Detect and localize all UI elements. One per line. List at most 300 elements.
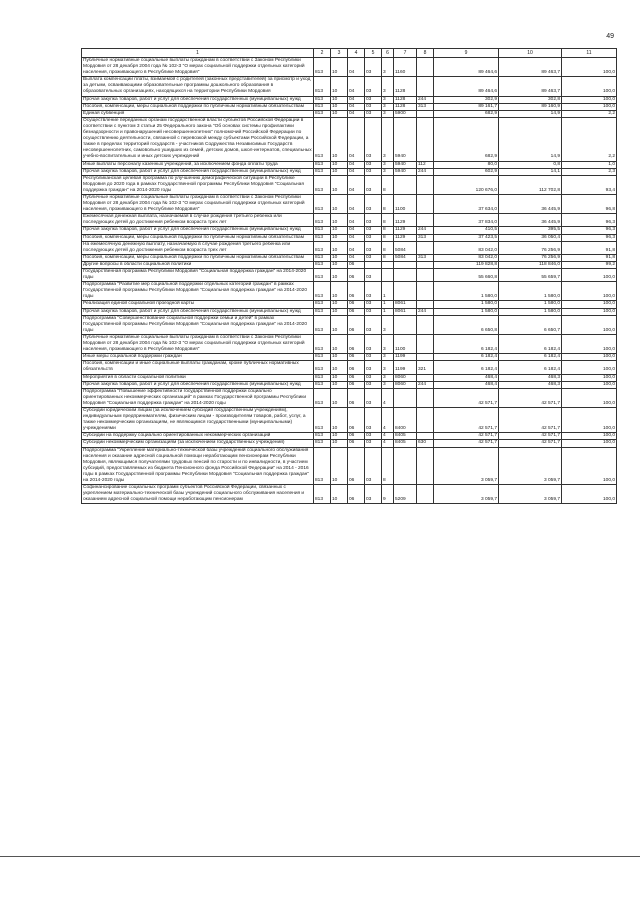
row-description: Подпрограмма "Совершенствование социальной поддержки семьи и детей" в рамках Государственной программы Республики Мордовия "Социальная поддержка граждан" на 2014-2020 годы xyxy=(82,315,314,334)
code-ministry: 813 xyxy=(314,269,331,282)
code-subprogram: 3 xyxy=(382,354,394,361)
row-description: Пособия, компенсации и иные социальные выплаты гражданам, кроме публичных нормативных обязательств xyxy=(82,361,314,374)
code-section: 10 xyxy=(331,334,348,353)
execution-percent: 93,4 xyxy=(562,175,617,194)
table-row xyxy=(82,261,617,268)
table-row xyxy=(82,407,617,432)
row-description: Прочая закупка товаров, работ и услуг для обеспечения государственных (муниципальных) нужд xyxy=(82,96,314,103)
table-row xyxy=(82,161,617,168)
code-subprogram: 8 xyxy=(382,254,394,261)
code-program: 03 xyxy=(365,269,382,282)
planned-amount: 83 042,0 xyxy=(434,254,499,261)
planned-amount: 1 580,0 xyxy=(434,308,499,315)
code-subsection: 04 xyxy=(348,96,365,103)
code-program: 03 xyxy=(365,168,382,175)
executed-amount: 6 182,4 xyxy=(499,354,562,361)
code-subprogram: 4 xyxy=(382,388,394,407)
code-program: 03 xyxy=(365,77,382,96)
code-section: 10 xyxy=(331,77,348,96)
code-section: 10 xyxy=(331,168,348,175)
code-subsection: 06 xyxy=(348,381,365,388)
execution-percent: 1,0 xyxy=(562,161,617,168)
execution-percent: 96,8 xyxy=(562,194,617,213)
execution-percent: 100,0 xyxy=(562,315,617,334)
planned-amount: 120 676,0 xyxy=(434,175,499,194)
code-expense-type xyxy=(417,388,434,407)
execution-percent: 100,0 xyxy=(562,361,617,374)
code-item: 1128 xyxy=(394,103,417,110)
row-description: Осуществление переданных органам государственной власти субъектов Российской Федерации в соответствии с пунктом 3 статьи 25 Федерального закона "Об основах системы профилактики безнадзорности и правонарушений несовершеннолетних" полномочий Российской Федерации по осуществлению деятельности, связанной с перевозкой между субъектами Российской Федерации, а также в пределах территорий государств - участников Содружества Независимых Государств несовершеннолетних, самовольно ушедших из семей, детских домов, школ-интернатов, специальных учебно-воспитательных и иных детских учреждений xyxy=(83,117,312,160)
code-section: 10 xyxy=(331,254,348,261)
code-ministry: 813 xyxy=(314,241,331,254)
code-expense-type: 244 xyxy=(417,168,434,175)
execution-percent: 100,0 xyxy=(562,447,617,485)
executed-amount: 0,8 xyxy=(499,161,562,168)
column-header: 4 xyxy=(348,49,365,58)
code-program: 03 xyxy=(365,241,382,254)
code-section: 10 xyxy=(331,388,348,407)
code-expense-type: 313 xyxy=(417,234,434,241)
code-ministry: 813 xyxy=(314,194,331,213)
code-subsection: 04 xyxy=(348,110,365,117)
code-expense-type: 112 xyxy=(417,161,434,168)
code-subsection: 06 xyxy=(348,407,365,432)
executed-amount: 89 463,7 xyxy=(499,58,562,77)
code-expense-type xyxy=(417,110,434,117)
table-row xyxy=(82,227,617,234)
table-row xyxy=(82,388,617,407)
code-ministry: 813 xyxy=(314,374,331,381)
code-subsection: 06 xyxy=(348,388,365,407)
code-subsection: 04 xyxy=(348,254,365,261)
planned-amount: 682,9 xyxy=(434,110,499,117)
row-description: Софинансирование социальных программ субъектов Российской Федерации, связанных с укреплением материально-технической базы учреждений социального обслуживания населения и оказанием адресной социальной помощи неработающим пенсионерам xyxy=(82,485,314,504)
code-section: 10 xyxy=(331,440,348,447)
code-section: 10 xyxy=(331,308,348,315)
code-ministry: 813 xyxy=(314,227,331,234)
code-section: 10 xyxy=(331,234,348,241)
row-description: Пособия, компенсации, меры социальной поддержки по публичным нормативным обязательствам xyxy=(82,103,314,110)
table-row xyxy=(82,485,617,504)
code-subsection: 06 xyxy=(348,485,365,504)
row-description: Публичные нормативные социальные выплаты гражданам в соответствии с Законом Республики Мордовия от 28 декабря 2004 года № 102-З "О мерах социальной поддержки отдельных категорий населения, проживающего в Республике Мордовия" xyxy=(82,194,314,213)
planned-amount: 6 182,4 xyxy=(434,361,499,374)
code-section: 10 xyxy=(331,433,348,440)
planned-amount: 83 042,0 xyxy=(434,241,499,254)
code-item: 1100 xyxy=(394,194,417,213)
planned-amount: 468,4 xyxy=(434,381,499,388)
code-section: 10 xyxy=(331,103,348,110)
code-program: 03 xyxy=(365,96,382,103)
row-description: Другие вопросы в области социальной политики xyxy=(82,261,314,268)
executed-amount: 6 182,4 xyxy=(499,334,562,353)
code-item: 1128 xyxy=(394,96,417,103)
row-description: Прочая закупка товаров, работ и услуг для обеспечения государственных (муниципальных) нужд xyxy=(82,227,314,234)
code-subprogram: 9 xyxy=(382,485,394,504)
row-description: Подпрограмма "Укрепление материально-технической базы учреждений социального обслуживания населения и оказание адресной социальной помощи неработающим пенсионерам Республики Мордовия, являющимся получателями трудовых пенсий по старости и по инвалидности, в участием субсидий, предоставляемых из бюджета Пенсионного фонда Российской Федерации" на 2014 - 2016 годы в рамках Государственной программы Республики Мордовия "Социальная поддержка граждан" на 2014-2020 годы xyxy=(82,447,314,485)
execution-percent: 100,0 xyxy=(562,103,617,110)
executed-amount: 76 256,9 xyxy=(499,254,562,261)
code-expense-type xyxy=(417,282,434,301)
table-row xyxy=(82,194,617,213)
code-subprogram: 3 xyxy=(382,110,394,117)
planned-amount: 55 660,8 xyxy=(434,269,499,282)
code-item: 5940 xyxy=(394,168,417,175)
executed-amount: 36 445,9 xyxy=(499,194,562,213)
planned-amount: 89 161,7 xyxy=(434,103,499,110)
planned-amount: 42 571,7 xyxy=(434,388,499,407)
code-subprogram: 3 xyxy=(382,315,394,334)
row-description: Субсидии на поддержку социально ориентированных некоммерческих организаций xyxy=(82,433,314,440)
table-row xyxy=(82,308,617,315)
code-ministry: 813 xyxy=(314,96,331,103)
execution-percent: 100,0 xyxy=(562,269,617,282)
code-section: 10 xyxy=(331,117,348,161)
code-subsection: 04 xyxy=(348,117,365,161)
code-ministry: 813 xyxy=(314,214,331,227)
code-expense-type xyxy=(417,374,434,381)
table-row xyxy=(82,301,617,308)
code-subsection: 04 xyxy=(348,227,365,234)
code-item: 5940 xyxy=(394,117,417,161)
code-ministry: 813 xyxy=(314,354,331,361)
code-ministry: 813 xyxy=(314,315,331,334)
row-description: Прочая закупка товаров, работ и услуг для обеспечения государственных (муниципальных) нужд xyxy=(82,168,314,175)
code-subsection: 06 xyxy=(348,374,365,381)
row-description: Субсидии некоммерческим организациям (за исключением государственных учреждений) xyxy=(82,440,314,447)
code-ministry: 813 xyxy=(314,58,331,77)
row-description: Реализация единой социальной проездной карты xyxy=(82,301,314,308)
code-ministry: 813 xyxy=(314,334,331,353)
code-expense-type: 244 xyxy=(417,308,434,315)
planned-amount: 119 828,8 xyxy=(434,261,499,268)
code-subsection: 06 xyxy=(348,308,365,315)
code-subsection: 06 xyxy=(348,354,365,361)
row-description: Прочая закупка товаров, работ и услуг для обеспечения государственных (муниципальных) нужд xyxy=(82,308,314,315)
code-section: 10 xyxy=(331,374,348,381)
code-program: 03 xyxy=(365,227,382,234)
code-item xyxy=(394,175,417,194)
code-ministry: 813 xyxy=(314,433,331,440)
code-subsection: 04 xyxy=(348,77,365,96)
code-section: 10 xyxy=(331,261,348,268)
code-expense-type xyxy=(417,117,434,161)
row-description: На ежемесячную денежную выплату, назначаемую в случае рождения третьего ребенка или последующих детей до достижения ребенком возраста трех лет xyxy=(82,241,314,254)
execution-percent: 100,0 xyxy=(562,96,617,103)
code-expense-type xyxy=(417,315,434,334)
execution-percent: 2,2 xyxy=(562,110,617,117)
execution-percent: 2,3 xyxy=(562,168,617,175)
code-item xyxy=(394,447,417,485)
code-program: 03 xyxy=(365,334,382,353)
table-row xyxy=(82,214,617,227)
code-program: 03 xyxy=(365,110,382,117)
code-subprogram: 8 xyxy=(382,241,394,254)
code-subprogram: 8 xyxy=(382,227,394,234)
execution-percent: 100,0 xyxy=(562,407,617,432)
planned-amount: 6 182,4 xyxy=(434,354,499,361)
executed-amount: 89 463,7 xyxy=(499,77,562,96)
code-item: 1129 xyxy=(394,227,417,234)
code-expense-type: 630 xyxy=(417,440,434,447)
code-expense-type: 321 xyxy=(417,361,434,374)
code-section: 10 xyxy=(331,447,348,485)
column-header: 6 xyxy=(382,49,394,58)
code-section: 10 xyxy=(331,161,348,168)
code-subprogram: 3 xyxy=(382,96,394,103)
execution-percent: 100,0 xyxy=(562,77,617,96)
code-program: 03 xyxy=(365,254,382,261)
code-expense-type xyxy=(417,194,434,213)
column-header: 3 xyxy=(331,49,348,58)
planned-amount: 6 650,8 xyxy=(434,315,499,334)
row-description: Субсидии юридическим лицам (за исключением субсидий государственным учреждениям), индивидуальным предпринимателям, физическим лицам - производителям товаров, работ, услуг, а также некоммерческим организациям, не являющимся государственными (муниципальными) учреждениями xyxy=(82,407,314,432)
code-program: 03 xyxy=(365,161,382,168)
page-bottom-rule xyxy=(0,856,640,857)
code-subsection: 06 xyxy=(348,269,365,282)
code-expense-type: 244 xyxy=(417,381,434,388)
code-item xyxy=(394,261,417,268)
code-ministry: 813 xyxy=(314,110,331,117)
code-subprogram: 4 xyxy=(382,407,394,432)
code-item: 1129 xyxy=(394,234,417,241)
code-program: 03 xyxy=(365,308,382,315)
code-ministry: 813 xyxy=(314,381,331,388)
row-description: Мероприятия в области социальной политики xyxy=(82,374,314,381)
code-item xyxy=(394,269,417,282)
table-row xyxy=(82,374,617,381)
code-subsection: 04 xyxy=(348,194,365,213)
execution-percent: 91,8 xyxy=(562,254,617,261)
code-subsection: 04 xyxy=(348,241,365,254)
code-program: 03 xyxy=(365,407,382,432)
code-section: 10 xyxy=(331,301,348,308)
planned-amount: 3 059,7 xyxy=(434,485,499,504)
executed-amount: 6 650,7 xyxy=(499,315,562,334)
code-item: 8405 xyxy=(394,433,417,440)
code-expense-type xyxy=(417,354,434,361)
code-subprogram: 3 xyxy=(382,168,394,175)
executed-amount: 14,1 xyxy=(499,168,562,175)
executed-amount: 14,9 xyxy=(499,117,562,161)
code-ministry: 813 xyxy=(314,361,331,374)
planned-amount: 1 580,0 xyxy=(434,282,499,301)
code-ministry: 813 xyxy=(314,103,331,110)
planned-amount: 602,9 xyxy=(434,168,499,175)
code-expense-type: 244 xyxy=(417,227,434,234)
column-header: 8 xyxy=(417,49,434,58)
code-ministry: 813 xyxy=(314,117,331,161)
code-expense-type: 313 xyxy=(417,103,434,110)
code-subsection: 04 xyxy=(348,175,365,194)
table-row xyxy=(82,168,617,175)
column-header: 10 xyxy=(499,49,562,58)
planned-amount: 42 571,7 xyxy=(434,433,499,440)
code-subprogram: 3 xyxy=(382,361,394,374)
code-subsection: 06 xyxy=(348,301,365,308)
table-row xyxy=(82,234,617,241)
code-ministry: 813 xyxy=(314,161,331,168)
code-subprogram: 8 xyxy=(382,175,394,194)
table-row xyxy=(82,58,617,77)
code-section: 10 xyxy=(331,214,348,227)
code-ministry: 813 xyxy=(314,388,331,407)
planned-amount: 89 464,6 xyxy=(434,58,499,77)
code-subsection: 06 xyxy=(348,261,365,268)
execution-percent: 99,2 xyxy=(562,261,617,268)
table-row xyxy=(82,334,617,353)
code-expense-type xyxy=(417,269,434,282)
code-item: 5084 xyxy=(394,254,417,261)
code-section: 10 xyxy=(331,282,348,301)
code-section: 10 xyxy=(331,269,348,282)
code-item xyxy=(394,282,417,301)
code-expense-type xyxy=(417,241,434,254)
table-row xyxy=(82,440,617,447)
code-item: 5900 xyxy=(394,110,417,117)
code-section: 10 xyxy=(331,407,348,432)
code-subprogram: 1 xyxy=(382,301,394,308)
row-description: Прочая закупка товаров, работ и услуг для обеспечения государственных (муниципальных) нужд xyxy=(82,381,314,388)
executed-amount: 1 580,0 xyxy=(499,282,562,301)
code-program: 03 xyxy=(365,374,382,381)
executed-amount: 468,3 xyxy=(499,374,562,381)
execution-percent: 100,0 xyxy=(562,433,617,440)
execution-percent: 91,8 xyxy=(562,241,617,254)
planned-amount: 37 834,0 xyxy=(434,214,499,227)
execution-percent: 96,3 xyxy=(562,234,617,241)
code-item: 8060 xyxy=(394,381,417,388)
code-expense-type xyxy=(417,301,434,308)
code-section: 10 xyxy=(331,241,348,254)
planned-amount: 302,9 xyxy=(434,96,499,103)
code-ministry: 813 xyxy=(314,407,331,432)
planned-amount: 89 464,6 xyxy=(434,77,499,96)
code-item: 1100 xyxy=(394,334,417,353)
code-expense-type xyxy=(417,485,434,504)
table-row xyxy=(82,110,617,117)
code-program: 03 xyxy=(365,440,382,447)
code-item: 1199 xyxy=(394,361,417,374)
table-row xyxy=(82,361,617,374)
code-subsection: 06 xyxy=(348,334,365,353)
code-expense-type xyxy=(417,407,434,432)
code-section: 10 xyxy=(331,110,348,117)
code-section: 10 xyxy=(331,175,348,194)
execution-percent: 100,0 xyxy=(562,374,617,381)
code-expense-type xyxy=(417,214,434,227)
execution-percent: 100,0 xyxy=(562,354,617,361)
code-subprogram: 4 xyxy=(382,440,394,447)
code-item: 1129 xyxy=(394,214,417,227)
code-subprogram: 3 xyxy=(382,117,394,161)
code-expense-type: 313 xyxy=(417,254,434,261)
code-subsection: 06 xyxy=(348,282,365,301)
executed-amount: 3 059,7 xyxy=(499,447,562,485)
code-subprogram: 1 xyxy=(382,282,394,301)
execution-percent: 100,0 xyxy=(562,381,617,388)
code-section: 10 xyxy=(331,227,348,234)
code-ministry: 813 xyxy=(314,282,331,301)
code-ministry: 813 xyxy=(314,175,331,194)
planned-amount: 37 634,0 xyxy=(434,194,499,213)
executed-amount: 118 846,0 xyxy=(499,261,562,268)
code-ministry: 813 xyxy=(314,440,331,447)
code-subprogram: 3 xyxy=(382,58,394,77)
table-row xyxy=(82,269,617,282)
executed-amount: 3 059,7 xyxy=(499,485,562,504)
code-item: 1199 xyxy=(394,354,417,361)
code-program: 03 xyxy=(365,194,382,213)
column-header: 9 xyxy=(434,49,499,58)
code-item: 1160 xyxy=(394,58,417,77)
code-item: 1128 xyxy=(394,77,417,96)
code-ministry: 813 xyxy=(314,234,331,241)
executed-amount: 1 580,0 xyxy=(499,308,562,315)
execution-percent: 96,3 xyxy=(562,214,617,227)
execution-percent: 100,0 xyxy=(562,58,617,77)
planned-amount: 80,0 xyxy=(434,161,499,168)
code-program: 03 xyxy=(365,354,382,361)
executed-amount: 42 571,7 xyxy=(499,433,562,440)
code-program: 03 xyxy=(365,433,382,440)
column-header: 2 xyxy=(314,49,331,58)
executed-amount: 395,5 xyxy=(499,227,562,234)
column-header: 5 xyxy=(365,49,382,58)
code-subsection: 06 xyxy=(348,433,365,440)
code-expense-type xyxy=(417,261,434,268)
code-ministry: 813 xyxy=(314,254,331,261)
code-section: 10 xyxy=(331,194,348,213)
code-section: 10 xyxy=(331,381,348,388)
code-program xyxy=(365,261,382,268)
code-expense-type xyxy=(417,77,434,96)
table-row xyxy=(82,117,617,161)
code-ministry: 813 xyxy=(314,485,331,504)
row-description: Подпрограмма "Повышение эффективности государственной поддержки социально ориентированных некоммерческих организаций" в рамках Государственной программы Республики Мордовия "Социальная поддержка граждан" на 2014-2020 годы xyxy=(82,388,314,407)
code-expense-type xyxy=(417,433,434,440)
code-subsection: 06 xyxy=(348,315,365,334)
executed-amount: 112 702,8 xyxy=(499,175,562,194)
table-row xyxy=(82,354,617,361)
code-item: 8400 xyxy=(394,407,417,432)
code-item: 8060 xyxy=(394,374,417,381)
code-program: 03 xyxy=(365,175,382,194)
code-section: 10 xyxy=(331,315,348,334)
table-row xyxy=(82,241,617,254)
header-row xyxy=(82,49,617,58)
executed-amount: 89 160,9 xyxy=(499,103,562,110)
code-item: 5209 xyxy=(394,485,417,504)
executed-amount: 42 571,7 xyxy=(499,440,562,447)
code-subprogram: 3 xyxy=(382,103,394,110)
code-ministry: 813 xyxy=(314,308,331,315)
execution-percent: 100,0 xyxy=(562,440,617,447)
execution-percent: 100,0 xyxy=(562,388,617,407)
planned-amount: 42 571,7 xyxy=(434,407,499,432)
code-program: 03 xyxy=(365,388,382,407)
code-subprogram: 3 xyxy=(382,381,394,388)
code-program: 03 xyxy=(365,485,382,504)
row-description: Публичные нормативные социальные выплаты гражданам в соответствии с Законом Республики Мордовия от 28 декабря 2004 года № 102-З "О мерах социальной поддержки отдельных категорий населения, проживающего в Республике Мордовия" xyxy=(82,334,314,353)
planned-amount: 468,4 xyxy=(434,374,499,381)
executed-amount: 55 659,7 xyxy=(499,269,562,282)
code-program: 03 xyxy=(365,381,382,388)
code-section: 10 xyxy=(331,361,348,374)
table-row xyxy=(82,175,617,194)
code-expense-type: 244 xyxy=(417,96,434,103)
code-expense-type xyxy=(417,447,434,485)
